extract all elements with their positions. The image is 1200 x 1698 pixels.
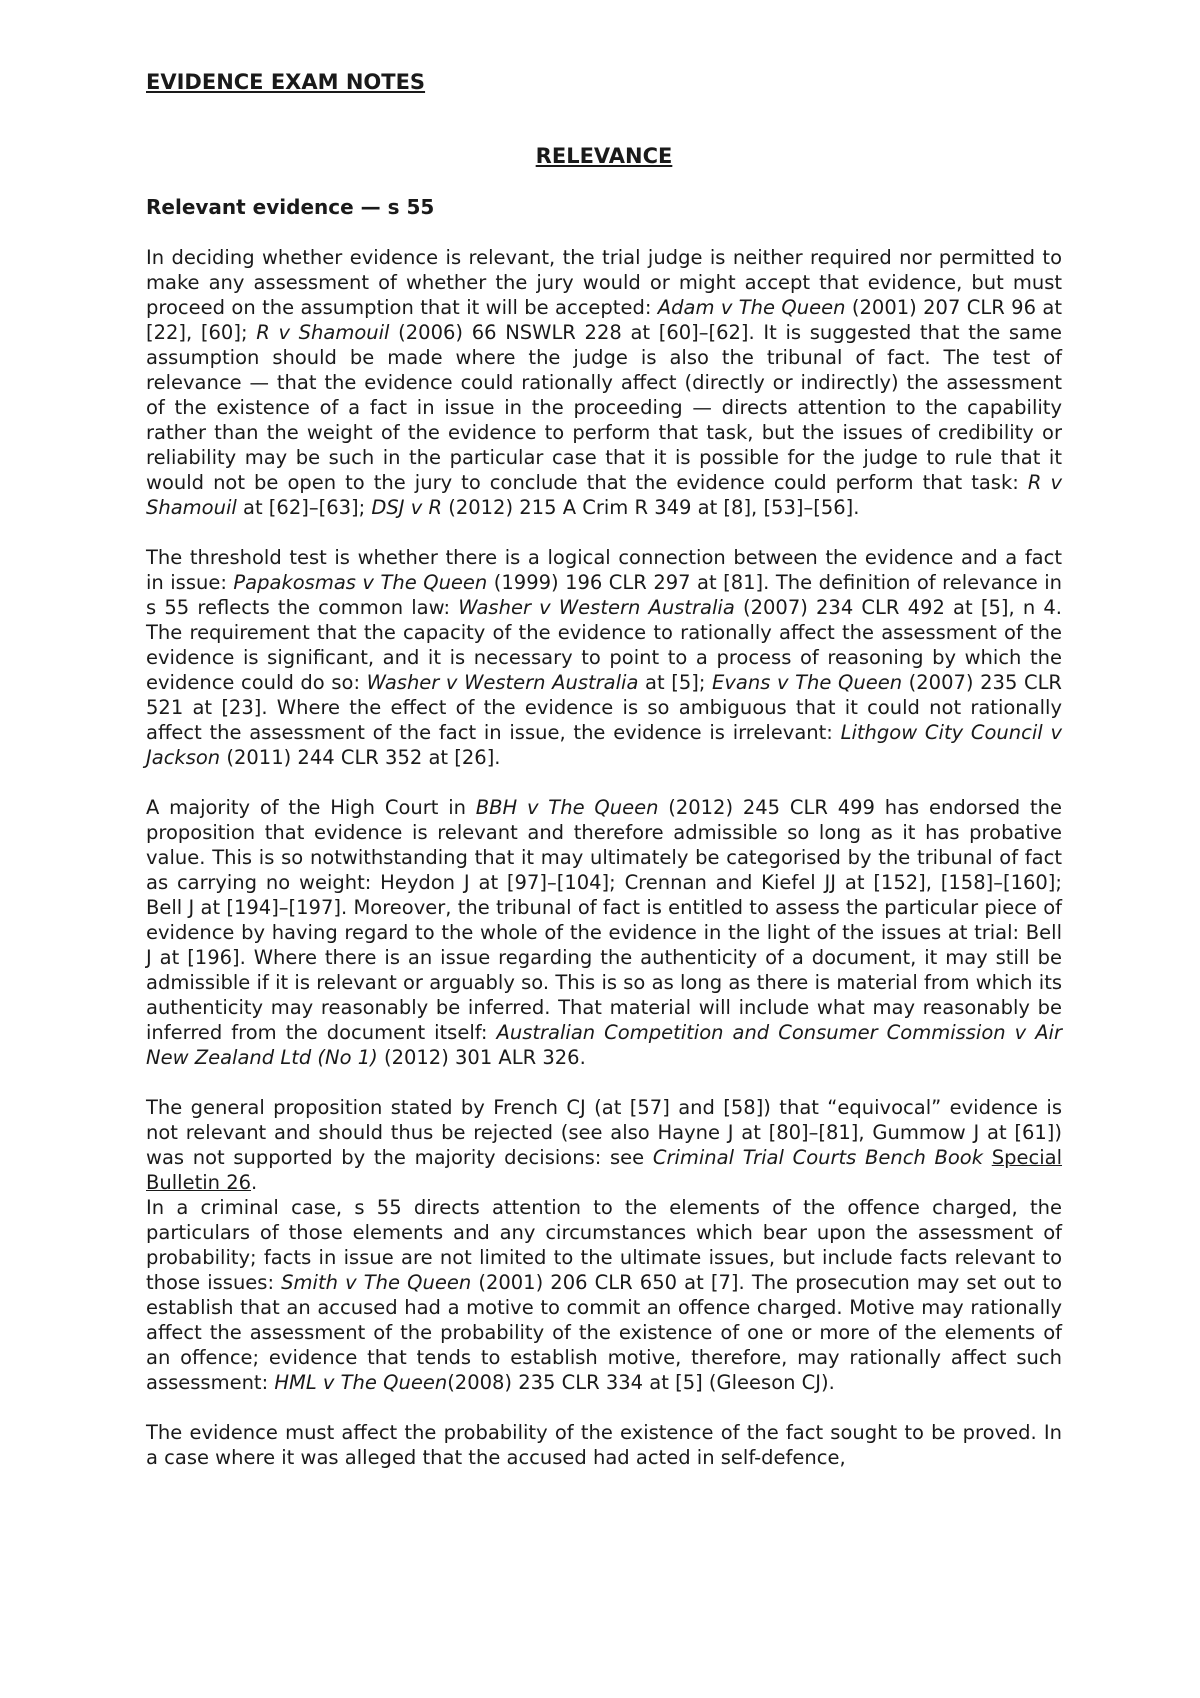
case-citation: HML v The Queen — [274, 1371, 448, 1394]
case-citation: R v Shamouil — [256, 321, 390, 344]
paragraph-list — [146, 245, 1062, 1470]
paragraph-text: The evidence must affect the probability of the existence of the fact sought to be proved. In a case where it was alleged that the accused had acted in self-defence, — [146, 1421, 1062, 1469]
case-citation: DSJ v R — [371, 496, 443, 519]
paragraph-text: (2007) 234 CLR 492 at [5], n 4. The requirement that the capacity of the evidence to rationally affect the assessment of the evidence is significant, and it is necessary to point to a process of reasoning by which the evidence could do so: — [146, 596, 1063, 694]
document-title: EVIDENCE EXAM NOTES — [146, 70, 426, 94]
paragraph-text: (2007) 235 CLR 521 at [23]. Where the effect of the evidence is so ambiguous that it could not rationally affect the assessment of the fact in issue, the evidence is irrelevant: — [146, 671, 1062, 744]
paragraph-text: (2006) 66 NSWLR 228 at [60]–[62]. It is suggested that the same assumption should be made where the judge is also the tribunal of fact. The test of relevance — that the evidence could rationally affect (directly or indirectly) the assessment of the existence of a fact in issue in the proceeding — directs attention to the capability rather than the weight of the evidence to perform that task, but the issues of credibility or reliability may be such in the particular case that it is possible for the judge to rule that it would not be open to the jury to conclude that the evidence could perform that task: — [146, 321, 1062, 494]
paragraph-text: at [62]–[63]; — [236, 496, 372, 519]
paragraph-text: . — [251, 1171, 258, 1194]
paragraph — [146, 245, 1062, 520]
case-citation: Australian Competition and Consumer Commission v Air New Zealand Ltd (No 1) — [146, 1021, 1062, 1069]
paragraph-text: (2011) 244 CLR 352 at [26]. — [220, 746, 501, 769]
section-title: RELEVANCE — [535, 144, 673, 168]
paragraph-text: The threshold test is whether there is a logical connection between the evidence and a fact in issue: — [146, 546, 1062, 594]
document-page — [146, 70, 1062, 1495]
paragraph-text: (1999) 196 CLR 297 at [81]. The definition of relevance in s 55 reflects the common law: — [146, 571, 1062, 619]
case-citation: Adam v The Queen — [657, 296, 846, 319]
paragraph-text — [983, 1146, 992, 1169]
paragraph-text: In deciding whether evidence is relevant, the trial judge is neither required nor permitted to make any assessment of whether the jury would or might accept that evidence, but must proceed on the assumption that it will be accepted: — [146, 246, 1062, 319]
paragraph-text: (2012) 215 A Crim R 349 at [8], [53]–[56]. — [442, 496, 860, 519]
case-citation: Washer v Western Australia — [458, 596, 735, 619]
case-citation: Smith v The Queen — [281, 1271, 472, 1294]
case-citation: Evans v The Queen — [712, 671, 903, 694]
paragraph-text: (2012) 301 ALR 326. — [377, 1046, 586, 1069]
case-citation: Washer v Western Australia — [366, 671, 639, 694]
subheading: Relevant evidence — s 55 — [146, 195, 435, 219]
paragraph-text: (2008) 235 CLR 334 at [5] (Gleeson CJ). — [447, 1371, 835, 1394]
paragraph-text: The general proposition stated by French CJ (at [57] and [58]) that “equivocal” evidence is not relevant and should thus be rejected (see also Hayne J at [80]–[81], Gummow J at [61]) was not supported by the majority decisions: see — [146, 1096, 1062, 1169]
paragraph — [146, 795, 1062, 1070]
paragraph — [146, 1420, 1062, 1470]
bulletin-link[interactable]: Special Bulletin 26 — [146, 1146, 1062, 1194]
case-citation: Criminal Trial Courts Bench Book — [652, 1146, 984, 1169]
paragraph-text: (2001) 206 CLR 650 at [7]. The prosecution may set out to establish that an accused had a motive to commit an offence charged. Motive may rationally affect the assessment of the probability of the existence of one or more of the elements of an offence; evidence that tends to establish motive, therefore, may rationally affect such assessment: — [146, 1271, 1062, 1394]
paragraph — [146, 1195, 1062, 1395]
case-citation: Lithgow City Council v Jackson — [146, 721, 1063, 769]
paragraph-text: at [5]; — [638, 671, 713, 694]
case-citation: BBH v The Queen — [475, 796, 659, 819]
case-citation: Papakosmas v The Queen — [233, 571, 488, 594]
case-citation: R v Shamouil — [146, 471, 1062, 519]
paragraph-text: (2001) 207 CLR 96 at [22], [60]; — [146, 296, 1062, 344]
paragraph-text: A majority of the High Court in — [146, 796, 476, 819]
paragraph — [146, 1095, 1062, 1195]
paragraph-text: (2012) 245 CLR 499 has endorsed the proposition that evidence is relevant and therefore admissible so long as it has probative value. This is so notwithstanding that it may ultimately be categorised by the tribunal of fact as carrying no weight: Heydon J at [97]–[104]; Crennan and Kiefel JJ at [152], [158]–[160]; Bell J at [194]–[197]. Moreover, the tribunal of fact is entitled to assess the particular piece of evidence by having regard to the whole of the evidence in the light of the issues at trial: Bell J at [196]. Where there is an issue regarding the authenticity of a document, it may still be admissible if it is relevant or arguably so. This is so as long as there is material from which its authenticity may reasonably be inferred. That material will include what may reasonably be inferred from the document itself: — [146, 796, 1062, 1044]
paragraph — [146, 545, 1062, 770]
paragraph-text: In a criminal case, s 55 directs attention to the elements of the offence charged, the particulars of those elements and any circumstances which bear upon the assessment of probability; facts in issue are not limited to the ultimate issues, but include facts relevant to those issues: — [146, 1196, 1062, 1294]
